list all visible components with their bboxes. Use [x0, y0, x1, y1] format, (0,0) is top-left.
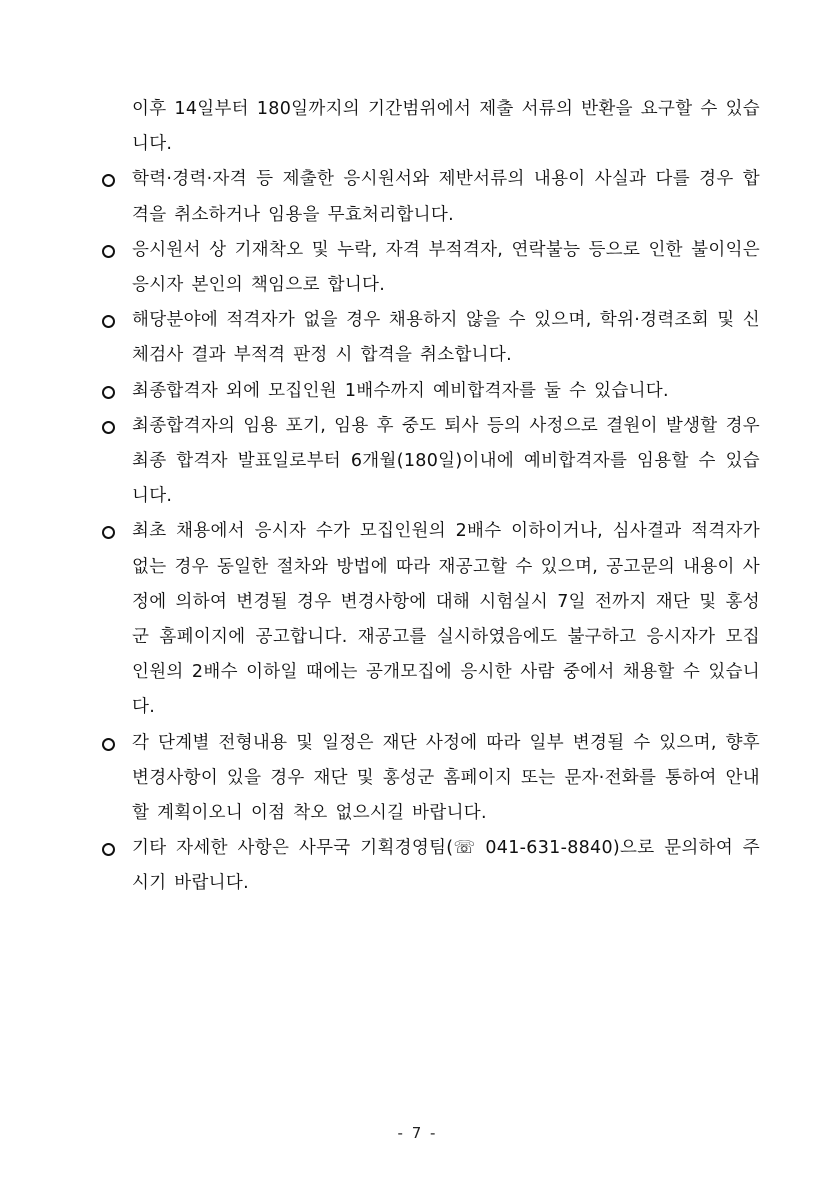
hollow-circle-bullet-icon: [102, 174, 115, 187]
hollow-circle-bullet-icon: [102, 421, 115, 434]
notice-item-text: 학력·경력·자격 등 제출한 응시원서와 제반서류의 내용이 사실과 다를 경우 합격을 취소하거나 임용을 무효처리합니다.: [132, 169, 760, 225]
notice-item-text: 응시원서 상 기재착오 및 누락, 자격 부적격자, 연락불능 등으로 인한 불이익은 응시자 본인의 책임으로 합니다.: [132, 239, 760, 296]
notice-item: [100, 831, 760, 901]
hollow-circle-bullet-icon: [102, 843, 115, 856]
notice-item-text: 해당분야에 적격자가 없을 경우 채용하지 않을 수 있으며, 학위·경력조회 및 신체검사 결과 부적격 판정 시 합격을 취소합니다.: [132, 310, 760, 366]
notice-item: [100, 303, 760, 373]
notice-item-text: 최종합격자 외에 모집인원 1배수까지 예비합격자를 둘 수 있습니다.: [132, 380, 669, 401]
notice-item: [100, 514, 760, 725]
notice-item-text: 각 단계별 전형내용 및 일정은 재단 사정에 따라 일부 변경될 수 있으며, 향후 변경사항이 있을 경우 재단 및 홍성군 홈페이지 또는 문자·전화를 통하여 안내할 계획이오니 이점 착오 없으시길 바랍니다.: [132, 732, 760, 824]
notice-item: [100, 726, 760, 832]
notice-item-text: 최종합격자의 임용 포기, 임용 후 중도 퇴사 등의 사정으로 결원이 발생할 경우 최종 합격자 발표일로부터 6개월(180일)이내에 예비합격자를 임용할 수 있습니다.: [132, 415, 760, 507]
hollow-circle-bullet-icon: [102, 738, 115, 751]
hollow-circle-bullet-icon: [102, 315, 115, 328]
notice-item: [100, 162, 760, 232]
notice-item: [100, 233, 760, 303]
page-number: - 7 -: [397, 1124, 438, 1142]
document-body: [100, 92, 760, 902]
hollow-circle-bullet-icon: [102, 386, 115, 399]
hollow-circle-bullet-icon: [102, 526, 115, 539]
notice-item: [100, 374, 760, 409]
continued-paragraph: 이후 14일부터 180일까지의 기간범위에서 제출 서류의 반환을 요구할 수 있습니다.: [132, 99, 760, 155]
notice-item: [100, 409, 760, 515]
notice-item-text: 최초 채용에서 응시자 수가 모집인원의 2배수 이하이거나, 심사결과 적격자가 없는 경우 동일한 절차와 방법에 따라 재공고할 수 있으며, 공고문의 내용이 사정에 의하여 변경될 경우 변경사항에 대해 시험실시 7일 전까지 재단 및 홍성군 홈페이지에 공고합니다. 재공고를 실시하였음에도 불구하고 응시자가 모집인원의 2배수 이하일 때에는 공개모집에 응시한 사람 중에서 채용할 수 있습니다.: [132, 521, 760, 718]
notice-item-text: 기타 자세한 사항은 사무국 기획경영팀(☏ 041-631-8840)으로 문의하여 주시기 바랍니다.: [132, 838, 760, 894]
hollow-circle-bullet-icon: [102, 245, 115, 258]
